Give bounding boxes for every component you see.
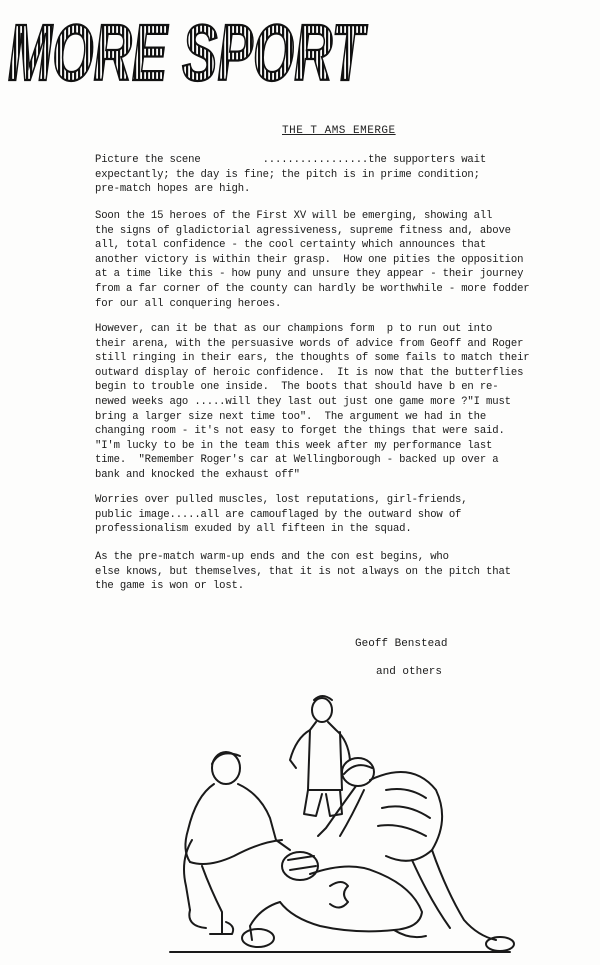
standing-player [290,696,350,816]
banner-text: MORE SPORT [8,8,369,97]
paragraph-1: Picture the scene .................the supporters wait expectantly; the day is fine; the pitch is in prime condition; pre-match hopes are high. [95,154,487,196]
paragraph-2: Soon the 15 heroes of the First XV will be emerging, showing all the signs of gladictorial agressiveness, supreme fitness and, above all, total confidence - the cool certainty which announces that another victory is within their grasp. How one pities the opposition at a time like this - how puny and unsure they appear - their journey from a far corner of the county can hardly be worthwhile - more fodder for our all conquering heroes. [95,210,530,310]
author-signature: Geoff Benstead [355,638,448,650]
author-others: and others [376,666,443,678]
left-kicking-player [184,752,290,934]
tackled-player [242,852,426,947]
more-sport-banner [2,2,374,98]
paragraph-4: Worries over pulled muscles, lost reputations, girl-friends, public image.....all are camouflaged by the outward show of professionalism exuded by all fifteen in the squad. [95,494,468,536]
rugby-players-illustration [150,690,530,960]
paragraph-5: As the pre-match warm-up ends and the con est begins, who else knows, but themselves, that it is not always on the pitch that the game is won or lost. [95,551,511,593]
paragraph-3: However, can it be that as our champions form p to run out into their arena, with the persuasive words of advice from Geoff and Roger still ringing in their ears, the thoughts of some fails to match their outward display of heroic confidence. It is now that the butterflies begin to trouble one inside. The boots that should have b en re- newed weeks ago .....will they last out just one game more ?"I must bring a larger size next time too". The argument we had in the changing room - it's not easy to forget the things that were said. "I'm lucky to be in the team this week after my performance last time. "Remember Roger's car at Wellingborough - backed up over a bank and knocked the exhaust off" [95,323,530,481]
article-title: THE T AMS EMERGE [282,125,396,137]
rugby-sketch [150,690,530,960]
banner-lettering [2,2,374,98]
